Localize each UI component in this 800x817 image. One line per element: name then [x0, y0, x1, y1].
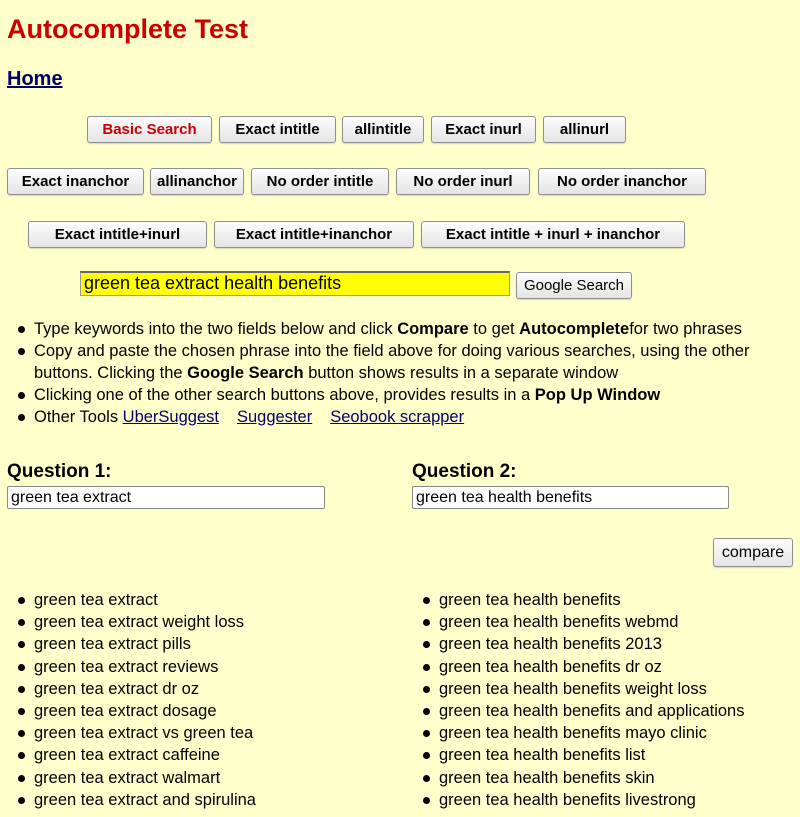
instruction-item-other-tools: Other Tools UberSuggest Suggester Seobook scrapper — [14, 406, 800, 428]
question2-label: Question 2: — [412, 461, 517, 482]
allinurl-button[interactable]: allinurl — [543, 116, 626, 143]
ubersuggest-link[interactable]: UberSuggest — [122, 408, 219, 426]
suggestion-item: green tea extract caffeine — [14, 744, 256, 766]
suggestion-item: green tea health benefits livestrong — [419, 789, 744, 811]
suggestion-item: green tea extract and spirulina — [14, 789, 256, 811]
suggestion-item: green tea health benefits webmd — [419, 611, 744, 633]
exact-inanchor-button[interactable]: Exact inanchor — [7, 168, 144, 195]
exact-intitle-inurl-inanchor-button[interactable]: Exact intitle + inurl + inanchor — [421, 221, 685, 248]
exact-inurl-button[interactable]: Exact inurl — [431, 116, 536, 143]
exact-intitle-button[interactable]: Exact intitle — [219, 116, 336, 143]
instruction-item: Type keywords into the two fields below and click Compare to get Autocompletefor two phrases — [14, 318, 800, 340]
compare-button[interactable]: compare — [713, 538, 793, 567]
allintitle-button[interactable]: allintitle — [342, 116, 424, 143]
question1-results — [14, 589, 256, 811]
instructions-list — [14, 318, 800, 428]
exact-intitle-inurl-button[interactable]: Exact intitle+inurl — [28, 221, 207, 248]
home-link[interactable]: Home — [7, 68, 63, 90]
suggestion-item: green tea extract vs green tea — [14, 722, 256, 744]
suggestion-item: green tea health benefits — [419, 589, 744, 611]
suggestion-item: green tea extract pills — [14, 633, 256, 655]
search-input[interactable]: green tea extract health benefits — [80, 271, 510, 296]
question1-input[interactable]: green tea extract — [7, 486, 325, 509]
allinanchor-button[interactable]: allinanchor — [150, 168, 244, 195]
seobook-scrapper-link[interactable]: Seobook scrapper — [330, 408, 465, 426]
basic-search-button[interactable]: Basic Search — [87, 116, 212, 143]
no-order-inanchor-button[interactable]: No order inanchor — [538, 168, 706, 195]
suggestion-item: green tea extract weight loss — [14, 611, 256, 633]
instruction-item: Copy and paste the chosen phrase into the field above for doing various searches, using the other buttons. Clicking the Google Search button shows results in a separate window — [14, 340, 800, 384]
suggestion-item: green tea extract — [14, 589, 256, 611]
instruction-item: Clicking one of the other search buttons above, provides results in a Pop Up Window — [14, 384, 800, 406]
suggestion-item: green tea health benefits skin — [419, 767, 744, 789]
suggestion-item: green tea extract walmart — [14, 767, 256, 789]
suggester-link[interactable]: Suggester — [236, 408, 313, 426]
suggestion-item: green tea health benefits 2013 — [419, 633, 744, 655]
suggestion-item: green tea health benefits and applications — [419, 700, 744, 722]
question2-results — [419, 589, 744, 811]
no-order-intitle-button[interactable]: No order intitle — [251, 168, 389, 195]
suggestion-item: green tea extract reviews — [14, 656, 256, 678]
suggestion-item: green tea health benefits mayo clinic — [419, 722, 744, 744]
page-title: Autocomplete Test — [7, 14, 249, 44]
suggestion-item: green tea health benefits list — [419, 744, 744, 766]
suggestion-item: green tea health benefits dr oz — [419, 656, 744, 678]
suggestion-item: green tea extract dosage — [14, 700, 256, 722]
question2-input[interactable]: green tea health benefits — [412, 486, 729, 509]
question1-label: Question 1: — [7, 461, 112, 482]
suggestion-item: green tea extract dr oz — [14, 678, 256, 700]
google-search-button[interactable]: Google Search — [516, 272, 632, 299]
exact-intitle-inanchor-button[interactable]: Exact intitle+inanchor — [214, 221, 414, 248]
suggestion-item: green tea health benefits weight loss — [419, 678, 744, 700]
no-order-inurl-button[interactable]: No order inurl — [396, 168, 530, 195]
